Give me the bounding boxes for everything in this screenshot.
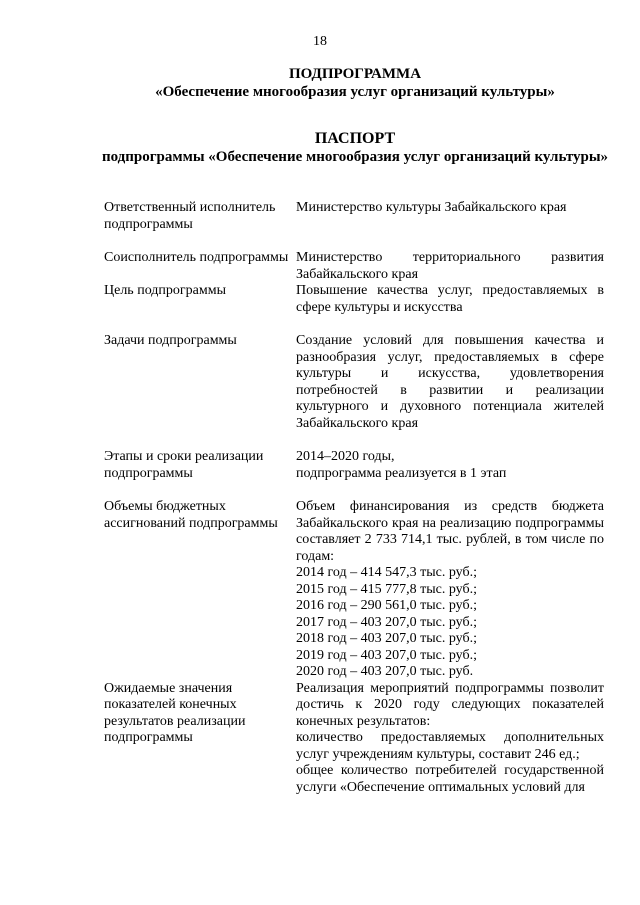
value-line: подпрограмма реализуется в 1 этап <box>296 465 507 481</box>
row-value <box>296 449 604 482</box>
row-label: Объемы бюджетных ассигнований подпрограммы <box>104 499 278 531</box>
budget-year-line: 2019 год – 403 207,0 тыс. руб.; <box>296 647 477 663</box>
passport-table <box>104 200 604 796</box>
row-stages-terms <box>104 449 604 482</box>
row-goal <box>104 283 604 316</box>
row-label: Цель подпрограммы <box>104 283 226 298</box>
row-value: Министерство культуры Забайкальского края <box>296 200 567 215</box>
budget-intro: Объем финансирования из средств бюджета Забайкальского края на реализацию подпрограммы составляет 2 733 714,1 тыс. рублей, в том числе по годам: <box>296 499 604 564</box>
budget-year-line: 2016 год – 290 561,0 тыс. руб.; <box>296 598 477 613</box>
row-label: Ожидаемые значения показателей конечных результатов реализации подпрограммы <box>104 680 246 745</box>
row-value: Министерство территориального развития Забайкальского края <box>296 250 604 282</box>
subprogram-title: ПОДПРОГРАММА <box>288 66 422 82</box>
row-co-executor <box>104 250 604 283</box>
budget-year-line: 2017 год – 403 207,0 тыс. руб.; <box>296 614 477 630</box>
row-responsible-executor <box>104 200 604 233</box>
results-paragraph: количество предоставляемых дополнительных услуг учреждениям культуры, составит 246 ед.; <box>296 730 604 762</box>
row-budget <box>104 499 604 681</box>
row-value: Повышение качества услуг, предоставляемых в сфере культуры и искусства <box>296 283 604 315</box>
results-paragraph: общее количество потребителей государственной услуги «Обеспечение оптимальных условий для <box>296 763 604 795</box>
passport-title: ПАСПОРТ <box>314 130 396 147</box>
budget-year-line: 2014 год – 414 547,3 тыс. руб.; <box>296 565 477 580</box>
row-label: Ответственный исполнитель подпрограммы <box>104 200 276 232</box>
row-value: Создание условий для повышения качества и разнообразия услуг, предоставляемых в сфере культуры и искусства, удовлетворения потребностей в развитии и реализации культурного и духовного потенциала жителей Забайкальского края <box>296 333 604 431</box>
row-tasks <box>104 333 604 432</box>
row-expected-results <box>104 681 604 797</box>
row-value <box>296 499 604 681</box>
budget-year-line: 2018 год – 403 207,0 тыс. руб.; <box>296 631 477 646</box>
results-paragraph: Реализация мероприятий подпрограммы позволит достичь к 2020 году следующих показателей конечных результатов: <box>296 680 604 729</box>
row-value <box>296 681 604 797</box>
subprogram-name: «Обеспечение многообразия услуг организаций культуры» <box>155 84 555 100</box>
page-number: 18 <box>313 34 327 49</box>
budget-year-line: 2015 год – 415 777,8 тыс. руб.; <box>296 581 477 597</box>
row-label: Соисполнитель подпрограммы <box>104 250 289 265</box>
value-line: 2014–2020 годы, <box>296 449 395 464</box>
row-label: Этапы и сроки реализации подпрограммы <box>104 449 264 481</box>
budget-year-line: 2020 год – 403 207,0 тыс. руб. <box>296 664 474 679</box>
row-label: Задачи подпрограммы <box>104 333 237 348</box>
passport-name: подпрограммы «Обеспечение многообразия услуг организаций культуры» <box>101 149 609 165</box>
